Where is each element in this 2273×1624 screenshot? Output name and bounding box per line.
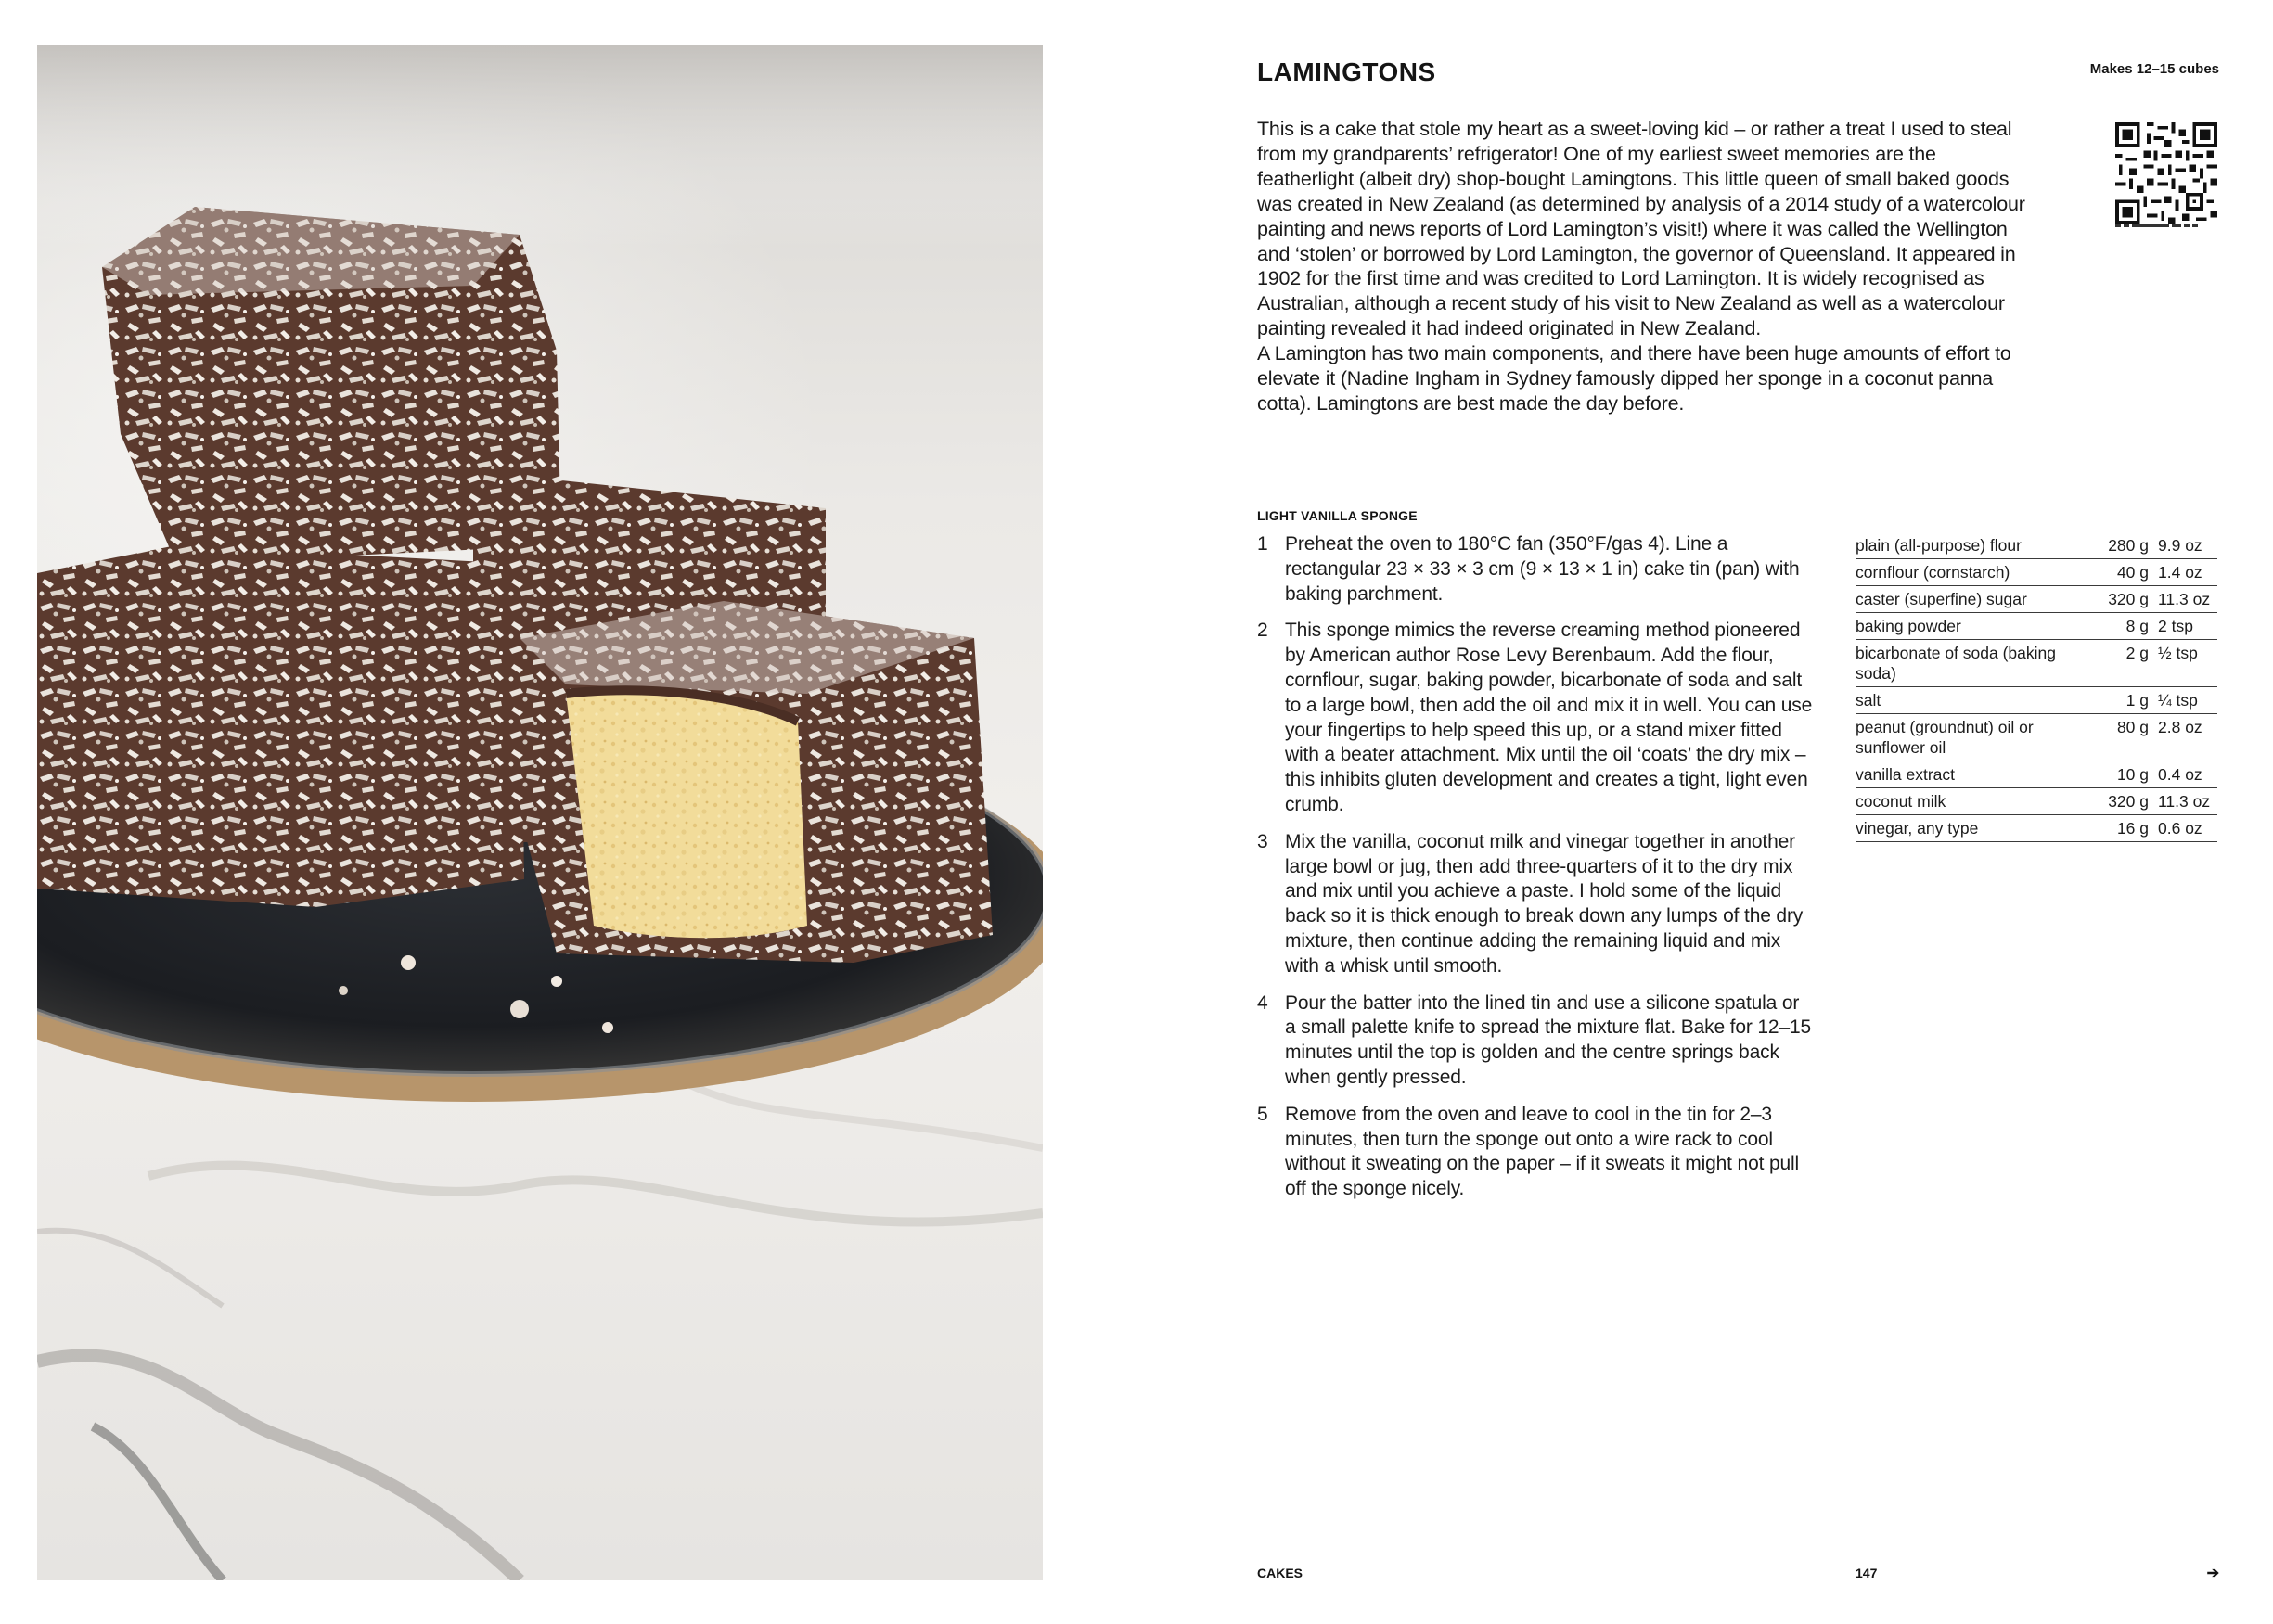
- ingredient-metric: 80 g: [2084, 714, 2158, 761]
- ingredients-table: [1856, 532, 2217, 842]
- method-step: [1257, 1103, 1814, 1202]
- method-step: [1257, 991, 1814, 1091]
- qr-caption-marks: [2115, 224, 2217, 229]
- lamington-photo: [37, 45, 1043, 1580]
- ingredient-metric: 8 g: [2084, 613, 2158, 640]
- method-step: [1257, 830, 1814, 979]
- ingredient-row: [1856, 613, 2217, 640]
- qr-code-icon[interactable]: [2115, 122, 2217, 224]
- recipe-yield: Makes 12–15 cubes: [2089, 61, 2219, 77]
- step-number: 1: [1257, 533, 1268, 555]
- ingredient-row: [1856, 640, 2217, 687]
- method-step: [1257, 619, 1814, 817]
- ingredient-name: baking powder: [1856, 613, 2084, 640]
- ingredient-row: [1856, 687, 2217, 714]
- next-page-arrow-icon[interactable]: ➔: [2206, 1566, 2219, 1581]
- ingredient-metric: 16 g: [2084, 815, 2158, 842]
- ingredient-imperial: ¼ tsp: [2158, 687, 2217, 714]
- ingredient-name: vanilla extract: [1856, 761, 2084, 788]
- ingredient-name: vinegar, any type: [1856, 815, 2084, 842]
- ingredient-row: [1856, 559, 2217, 586]
- ingredient-metric: 2 g: [2084, 640, 2158, 687]
- ingredient-metric: 320 g: [2084, 586, 2158, 613]
- ingredient-imperial: 1.4 oz: [2158, 559, 2217, 586]
- ingredient-name: cornflour (cornstarch): [1856, 559, 2084, 586]
- ingredient-metric: 40 g: [2084, 559, 2158, 586]
- lamington-illustration: [37, 45, 1043, 1580]
- recipe-intro: [1257, 117, 2027, 416]
- recipe-title: LAMINGTONS: [1257, 58, 1436, 86]
- ingredient-name: peanut (groundnut) oil or sunflower oil: [1856, 714, 2084, 761]
- intro-paragraph: This is a cake that stole my heart as a sweet-loving kid – or rather a treat I used to steal from my grandparents’ refrigerator! One of my earliest sweet memories are the featherlight (albeit dry) shop-bought Lamingtons. This little queen of small baked goods was created in New Zealand (as determined by analysis of a 2014 study of a watercolour painting and news reports of Lord Lamington’s visit!) where it was called the Wellington and ‘stolen’ or borrowed by Lord Lamington, the governor of Queensland. It appeared in 1902 for the first time and was credited to Lord Lamington. It is widely recognised as Australian, although a recent study of his visit to New Zealand as well as a watercolour painting revealed it had indeed originated in New Zealand.: [1257, 118, 2025, 340]
- ingredient-row: [1856, 788, 2217, 815]
- step-text: Pour the batter into the lined tin and use a silicone spatula or a small palette knife to spread the mixture flat. Bake for 12–15 minutes until the top is golden and the centre springs back when gently pressed.: [1285, 991, 1812, 1088]
- step-number: 5: [1257, 1103, 1268, 1125]
- ingredient-imperial: ½ tsp: [2158, 640, 2217, 687]
- footer-section-label: CAKES: [1257, 1566, 1303, 1580]
- method-step: [1257, 532, 1814, 607]
- ingredient-imperial: 0.6 oz: [2158, 815, 2217, 842]
- ingredient-metric: 10 g: [2084, 761, 2158, 788]
- ingredient-name: coconut milk: [1856, 788, 2084, 815]
- ingredient-row: [1856, 586, 2217, 613]
- step-number: 2: [1257, 620, 1268, 642]
- ingredient-imperial: 2 tsp: [2158, 613, 2217, 640]
- ingredient-imperial: 2.8 oz: [2158, 714, 2217, 761]
- step-text: Mix the vanilla, coconut milk and vinegar together in another large bowl or jug, then add three-quarters of it to the dry mix and mix until you achieve a paste. I hold some of the liquid back so it is thick enough to break down any lumps of the dry mixture, then continue adding the remaining liquid and mix with a whisk until smooth.: [1285, 830, 1804, 977]
- ingredient-name: caster (superfine) sugar: [1856, 586, 2084, 613]
- ingredient-name: plain (all-purpose) flour: [1856, 532, 2084, 559]
- step-text: Remove from the oven and leave to cool in the tin for 2–3 minutes, then turn the sponge out onto a wire rack to cool without it sweating on the paper – if it sweats it might not pull off the sponge nicely.: [1285, 1103, 1800, 1200]
- step-text: Preheat the oven to 180°C fan (350°F/gas 4). Line a rectangular 23 × 33 × 3 cm (9 × 13 × 1 in) cake tin (pan) with baking parchment.: [1285, 533, 1800, 605]
- step-text: This sponge mimics the reverse creaming method pioneered by American author Rose Levy Berenbaum. Add the flour, cornflour, sugar, baking powder, bicarbonate of soda and salt to a large bowl, then add the oil and mix it in well. You can use your fingertips to help speed this up, or a stand mixer fitted with a beater attachment. Mix until the oil ‘coats’ the dry mix – this inhibits gluten development and creates a tight, light even crumb.: [1285, 620, 1813, 815]
- step-number: 4: [1257, 991, 1268, 1014]
- step-number: 3: [1257, 830, 1268, 852]
- ingredient-metric: 320 g: [2084, 788, 2158, 815]
- ingredient-imperial: 9.9 oz: [2158, 532, 2217, 559]
- ingredient-row: [1856, 761, 2217, 788]
- ingredient-imperial: 11.3 oz: [2158, 586, 2217, 613]
- ingredient-imperial: 0.4 oz: [2158, 761, 2217, 788]
- ingredient-row: [1856, 714, 2217, 761]
- method-steps: [1257, 532, 1814, 1214]
- ingredient-name: bicarbonate of soda (baking soda): [1856, 640, 2084, 687]
- ingredient-imperial: 11.3 oz: [2158, 788, 2217, 815]
- intro-paragraph: A Lamington has two main components, and there have been huge amounts of effort to elevate it (Nadine Ingham in Sydney famously dipped her sponge in a coconut panna cotta). Lamingtons are best made the day before.: [1257, 342, 2011, 415]
- ingredient-metric: 1 g: [2084, 687, 2158, 714]
- ingredient-name: salt: [1856, 687, 2084, 714]
- ingredient-row: [1856, 532, 2217, 559]
- section-heading: LIGHT VANILLA SPONGE: [1257, 508, 1418, 523]
- ingredient-metric: 280 g: [2084, 532, 2158, 559]
- page-number: 147: [1856, 1566, 1878, 1580]
- ingredient-row: [1856, 815, 2217, 842]
